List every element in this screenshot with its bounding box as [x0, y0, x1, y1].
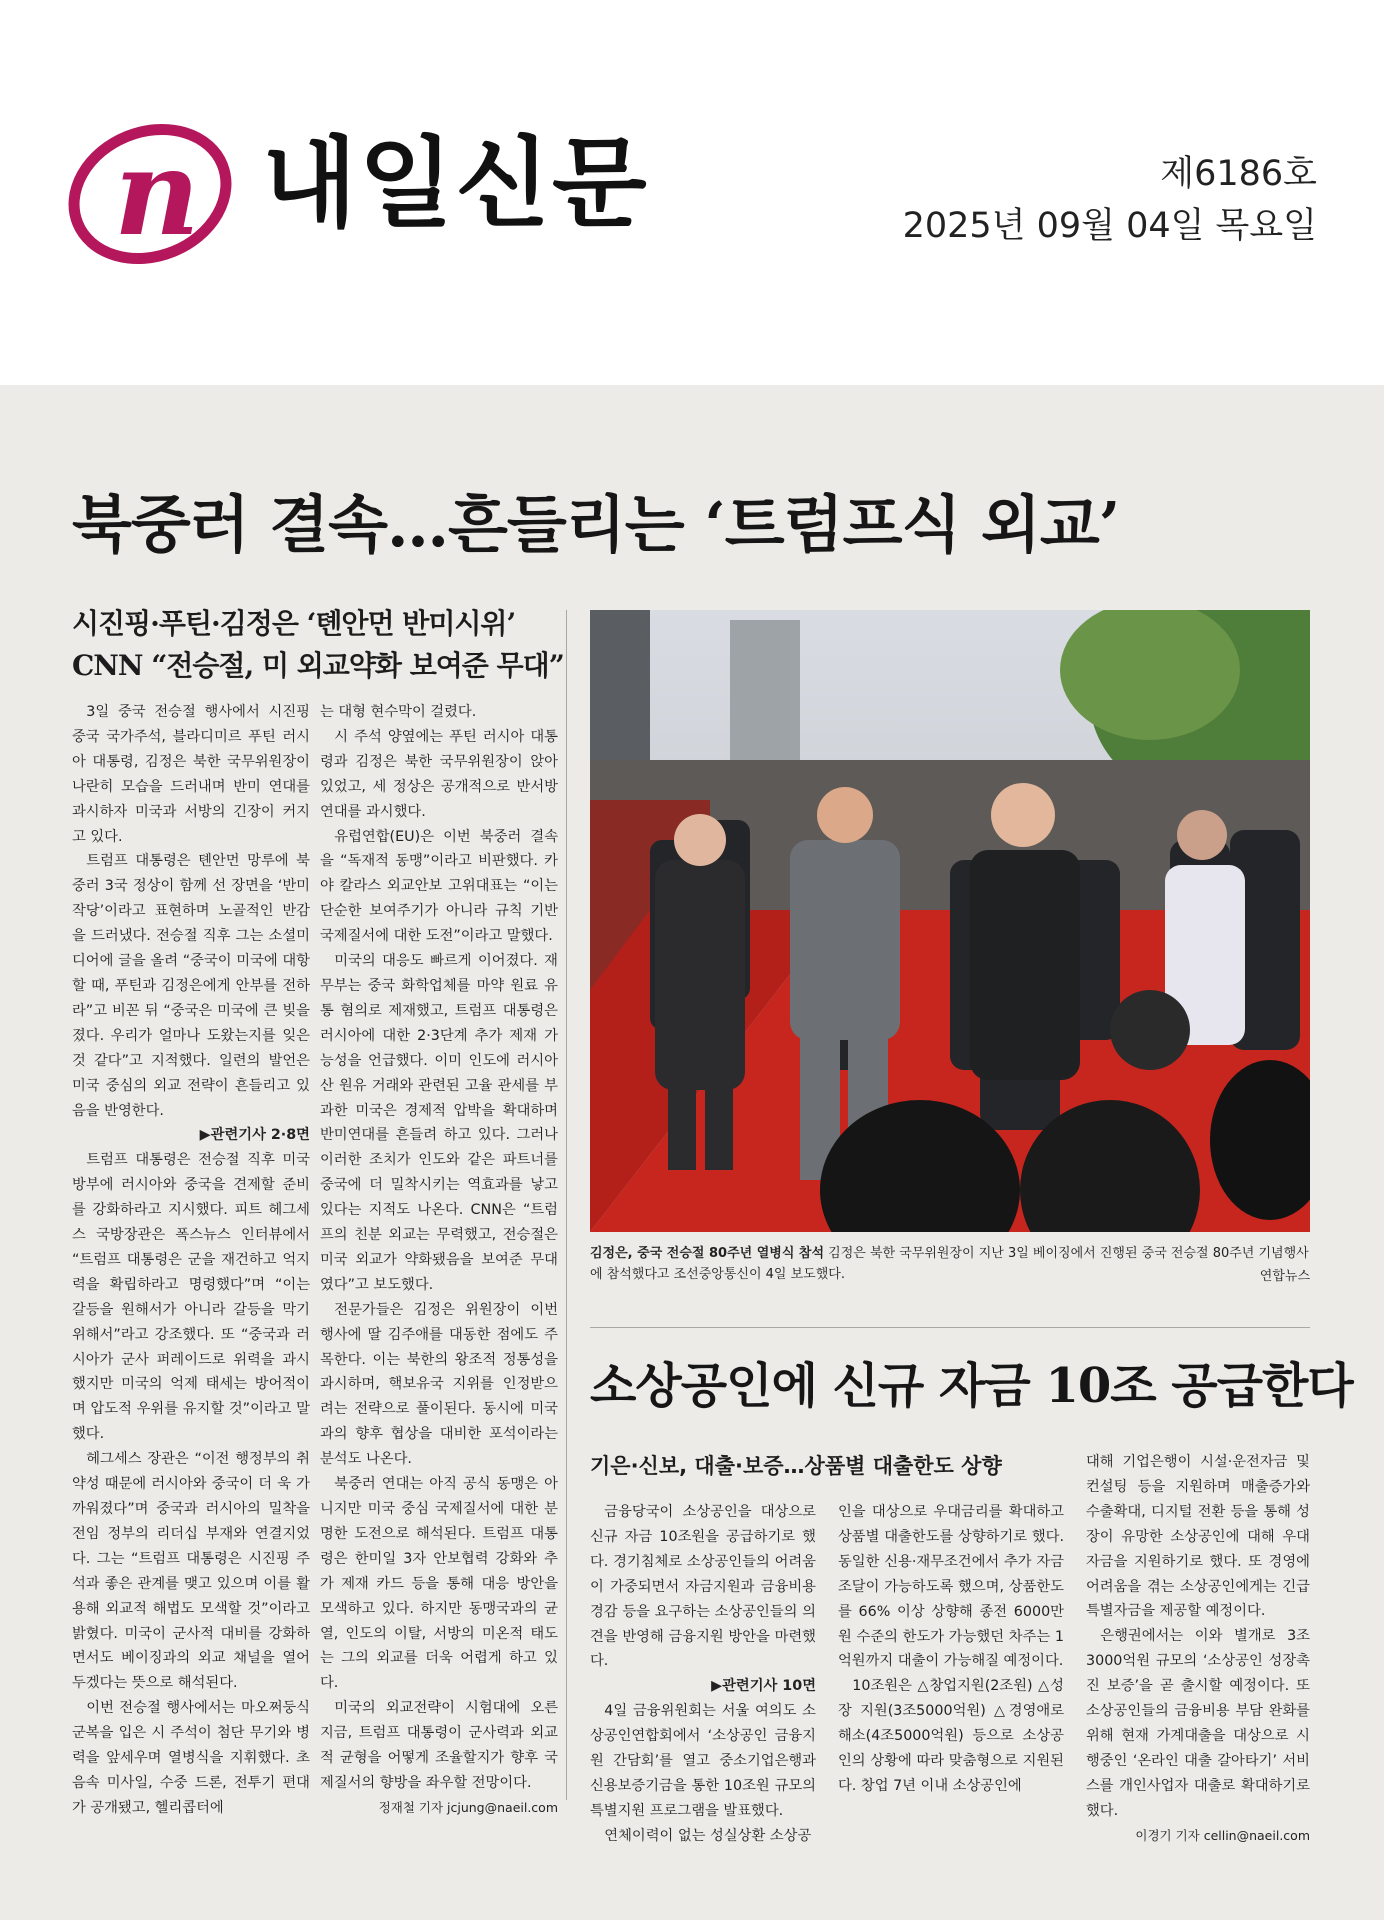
subheadline-line-1: 시진핑·푸틴·김정은 ‘톈안먼 반미시위’	[72, 607, 516, 640]
paragraph: 이번 전승절 행사에서는 마오쩌둥식 군복을 입은 시 주석이 첨단 무기와 병력을 앞세우며 열병식을 지휘했다. 초음속 미사일, 수중 드론, 전투기 편대가 공개됐고, 헬리콥터에	[72, 1700, 310, 1816]
paragraph: 3일 중국 전승절 행사에서 시진핑 중국 국가주석, 블라디미르 푸틴 러시아 대통령, 김정은 북한 국무위원장이 나란히 모습을 드러내며 반미 연대를 과시하자 미국과 서방의 긴장이 커지고 있다.	[72, 704, 310, 845]
photo-credit: 연합뉴스	[1259, 1269, 1310, 1284]
caption-title: 김정은, 중국 전승절 80주년 열병식 참석	[590, 1246, 825, 1261]
paper-name: 내일신문	[262, 127, 649, 241]
second-story-column-1	[590, 1500, 816, 1849]
main-subheadline	[72, 603, 572, 687]
paragraph: 10조원은 △창업지원(2조원) △성장 지원(3조5000억원) △경영애로 해소(4조5000억원) 등으로 소상공인의 상황에 따라 맞춤형으로 지원된다. 창업 7년 이내 소상공인에	[838, 1678, 1064, 1794]
masthead	[0, 0, 1384, 385]
byline: 정재철 기자 jcjung@naeil.com	[378, 1799, 558, 1815]
paragraph: 인을 대상으로 우대금리를 확대하고 상품별 대출한도를 상향하기로 했다. 동일한 신용·재무조건에서 추가 자금 조달이 가능하도록 했으며, 상품한도를 66% 이상 상향해 종전 6000만원 수준의 한도가 가능했던 차주는 1억원까지 대출이 가능해질 예정이다.	[838, 1504, 1064, 1670]
photo-caption	[590, 1243, 1310, 1285]
paragraph: 전문가들은 김정은 위원장이 이번 행사에 딸 김주애를 대동한 점에도 주목한다. 이는 북한의 왕조적 정통성을 과시하며, 핵보유국 지위를 인정받으려는 전략으로 풀이된다. 동시에 미국과의 향후 협상을 대비한 포석이라는 분석도 나온다.	[320, 1301, 558, 1468]
paragraph: 미국의 대응도 빠르게 이어졌다. 재무부는 중국 화학업체를 마약 원료 유통 혐의로 제재했고, 트럼프 대통령은 러시아에 대한 2·3단계 추가 제재 가능성을 언급했다. 이미 인도에 러시아산 원유 거래와 관련된 고율 관세를 부과한 미국은 경제적 압박을 확대하며 반미연대를 흔들려 하고 있다. 그러나 이러한 조치가 인도와 같은 파트너를 중국에 더 밀착시키는 역효과를 낳고 있다는 지적도 나온다. CNN은 “트럼프의 친분 외교는 무력했고, 전승절은 미국 외교가 약화됐음을 보여준 무대였다”고 보도했다.	[320, 953, 558, 1293]
paragraph: 시 주석 양옆에는 푸틴 러시아 대통령과 김정은 북한 국무위원장이 앉아 있었고, 세 정상은 공개적으로 반서방 연대를 과시했다.	[320, 728, 558, 820]
naeil-logo-icon	[62, 108, 242, 278]
related-article-link[interactable]: ▶관련기사 10면	[711, 1678, 816, 1695]
paragraph: 4일 금융위원회는 서울 여의도 소상공인연합회에서 ‘소상공인 금융지원 간담회’를 열고 중소기업은행과 신용보증기금을 통한 10조원 규모의 특별지원 프로그램을 발표했다.	[590, 1703, 816, 1819]
byline: 이경기 기자 cellin@naeil.com	[1135, 1827, 1310, 1843]
column-divider	[566, 610, 567, 1800]
second-subheadline: 기은·신보, 대출·보증…상품별 대출한도 상향	[590, 1454, 1002, 1478]
related-article-link[interactable]: ▶관련기사 2·8면	[199, 1127, 310, 1144]
paragraph: 대해 기업은행이 시설·운전자금 및 컨설팅 등을 지원하며 매출증가와 수출확대, 디지털 전환 등을 통해 성장이 유망한 소상공인에 대해 우대 자금을 지원하기로 했다. 또 경영에 어려움을 겪는 소상공인에게는 긴급 특별자금을 제공할 예정이다.	[1086, 1454, 1310, 1620]
paragraph: 은행권에서는 이와 별개로 3조 3000억원 규모의 ‘소상공인 성장촉진 보증’을 곧 출시할 예정이다. 또 소상공인들의 금융비용 부담 완화를 위해 현재 가계대출을 대상으로 시행중인 ‘온라인 대출 갈아타기’ 서비스를 개인사업자 대출로 확대하기로 했다.	[1086, 1628, 1310, 1819]
news-photo	[590, 610, 1310, 1232]
main-story-column-1	[72, 700, 310, 1821]
paragraph: 금융당국이 소상공인을 대상으로 신규 자금 10조원을 공급하기로 했다. 경기침체로 소상공인들의 어려움이 가중되면서 자금지원과 금융비용 경감 등을 요구하는 소상공인들의 의견을 반영해 금융지원 방안을 마련했다.	[590, 1504, 816, 1670]
paragraph: 는 대형 현수막이 걸렸다.	[320, 704, 477, 720]
caption-body: 김정은 북한 국무위원장이 지난 3일 베이징에서 진행된 중국 전승절 80주년 기념행사에 참석했다고 조선중앙통신이 4일 보도했다.	[590, 1246, 1309, 1282]
main-headline: 북중러 결속…흔들리는 ‘트럼프식 외교’	[72, 488, 1120, 561]
issue-date: 2025년 09월 04일 목요일	[902, 206, 1317, 246]
paragraph: 북중러 연대는 아직 공식 동맹은 아니지만 미국 중심 국제질서에 대한 분명한 도전으로 해석된다. 트럼프 대통령은 한미일 3자 안보협력 강화와 추가 제재 카드 등을 통해 대응 방안을 모색하고 있다. 하지만 동맹국과의 균열, 인도의 이탈, 서방의 미온적 태도는 그의 외교를 더욱 어렵게 하고 있다.	[320, 1476, 558, 1692]
second-story-column-2	[838, 1500, 1064, 1799]
issue-number: 제6186호	[1160, 154, 1317, 194]
paragraph: 헤그세스 장관은 “이전 행정부의 취약성 때문에 러시아와 중국이 더 욱 가까워졌다”며 중국과 러시아의 밀착을 전임 정부의 리더십 부재와 연결지었다. 그는 “트럼프 대통령은 시진핑 주석과 좋은 관계를 맺고 있으며 이를 활용해 외교적 해법도 모색할 것”이라고 밝혔다. 미국이 군사적 대비를 강화하면서도 베이징과의 외교 채널을 열어두겠다는 뜻으로 해석된다.	[72, 1451, 310, 1692]
paragraph: 트럼프 대통령은 톈안먼 망루에 북중러 3국 정상이 함께 선 장면을 ‘반미 작당’이라고 표현하며 노골적인 반감을 드러냈다. 전승절 직후 그는 소셜미디어에 글을 올려 “중국이 미국에 대항할 때, 푸틴과 김정은에게 안부를 전하라”고 비꼰 뒤 “중국은 미국에 큰 빚을 졌다. 우리가 얼마나 도왔는지를 잊은 것 같다”고 지적했다. 일련의 발언은 미국 중심의 외교 전략이 흔들리고 있음을 반영한다.	[72, 853, 310, 1119]
svg-text:n: n	[114, 123, 200, 262]
second-story-column-3	[1086, 1450, 1310, 1849]
section-divider	[590, 1327, 1310, 1328]
paragraph: 연체이력이 없는 성실상환 소상공	[604, 1827, 812, 1844]
front-page	[0, 385, 1384, 1920]
subheadline-line-2: CNN “전승절, 미 외교약화 보여준 무대”	[72, 649, 564, 682]
second-headline: 소상공인에 신규 자금 10조 공급한다	[590, 1358, 1353, 1414]
paragraph: 미국의 외교전략이 시험대에 오른 지금, 트럼프 대통령이 군사력과 외교적 균형을 어떻게 조율할지가 향후 국제질서의 향방을 좌우할 전망이다.	[320, 1700, 558, 1791]
main-story-column-2	[320, 700, 558, 1821]
paragraph: 트럼프 대통령은 전승절 직후 미국방부에 러시아와 중국을 견제할 준비를 강화하라고 지시했다. 피트 헤그세스 국방장관은 폭스뉴스 인터뷰에서 “트럼프 대통령은 군을 재건하고 억지력을 확립하라고 명령했다”며 “이는 갈등을 원해서가 아니라 갈등을 막기 위해서”라고 강조했다. 또 “중국과 러시아가 군사 퍼레이드로 위력을 과시했지만 미국의 억제 태세는 방어적이며 압도적 우위를 유지할 것”이라고 말했다.	[72, 1152, 310, 1443]
paragraph: 유럽연합(EU)은 이번 북중러 결속을 “독재적 동맹”이라고 비판했다. 카야 칼라스 외교안보 고위대표는 “이는 단순한 보여주기가 아니라 규칙 기반 국제질서에 대한 도전”이라고 말했다.	[320, 828, 558, 945]
